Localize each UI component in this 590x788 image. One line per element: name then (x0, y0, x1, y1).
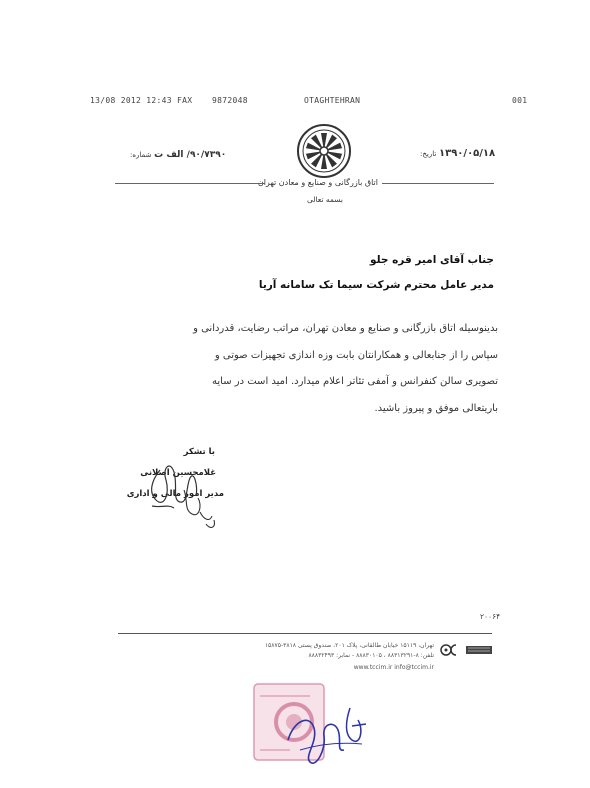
chamber-logo (292, 122, 356, 180)
signer-title: مدیر امور مالی و اداری (126, 489, 224, 499)
recipient-title: مدیر عامل محترم شرکت سیما تک سامانه آریا (258, 279, 494, 291)
date-field (420, 148, 495, 159)
footer-address: تهران، ۱۵۱۱۹ خیابان طالقانی، پلاک ۲۰۱، صندوق پستی ۳۸۱۸-۱۵۸۷۵ (264, 642, 434, 649)
body-line: بدینوسیله اتاق بازرگانی و صنایع و معادن تهران، مراتب رضایت، قدردانی و (193, 323, 498, 334)
number-field (130, 150, 226, 160)
signer-name: غلامحسین اصلانی (140, 468, 216, 478)
footer-phones: تلفن: ۸-۸۸۳۱۳۲۹۱ ، ۸۸۸۳۰۱۰۵ - نمابر: ۸۸۸۳۲۴۹۳ (308, 652, 434, 659)
fax-timestamp: 13/08 2012 12:43 FAX (90, 96, 193, 105)
footer-rule (118, 633, 492, 634)
fax-sender-id: OTAGHTEHRAN (304, 96, 361, 105)
body-line: باریتعالی موفق و پیروز باشید. (374, 402, 498, 414)
recipient-name: جناب آقای امیر قره جلو (370, 254, 494, 266)
body-line: سپاس را از جنابعالی و همکارانتان بابت وزه اندازی تجهیزات صوتی و (214, 349, 498, 361)
header-rule-left (115, 183, 265, 184)
fax-page-number: 001 (512, 96, 528, 105)
footer-logos (440, 642, 496, 658)
document-code: ۲۰۰۶۴ (480, 612, 501, 621)
closing-text: با تشکر (183, 447, 215, 457)
fax-page-marker (512, 96, 527, 105)
date-label: تاریخ: (420, 150, 437, 158)
organization-name: اتاق بازرگانی و صنایع و معادن تهران (257, 178, 378, 187)
handwritten-signature (140, 450, 236, 535)
date-value: ۱۳۹۰/۰۵/۱۸ (439, 148, 496, 159)
blue-signature (280, 700, 376, 772)
number-label: شماره: (130, 151, 152, 159)
invocation-text: بسمه تعالی (306, 195, 344, 204)
letter-body (146, 316, 498, 422)
header-rule-right (382, 183, 494, 184)
footer-contact: www.tccim.ir info@tccim.ir (353, 664, 434, 671)
body-line: تصویری سالن کنفرانس و آمفی تئاتر اعلام میدارد. امید است در سایه (212, 376, 498, 387)
fax-number: 9872048 (212, 96, 248, 105)
number-value: ۹۰/۷۳۹۰/ الف ت (154, 150, 227, 160)
